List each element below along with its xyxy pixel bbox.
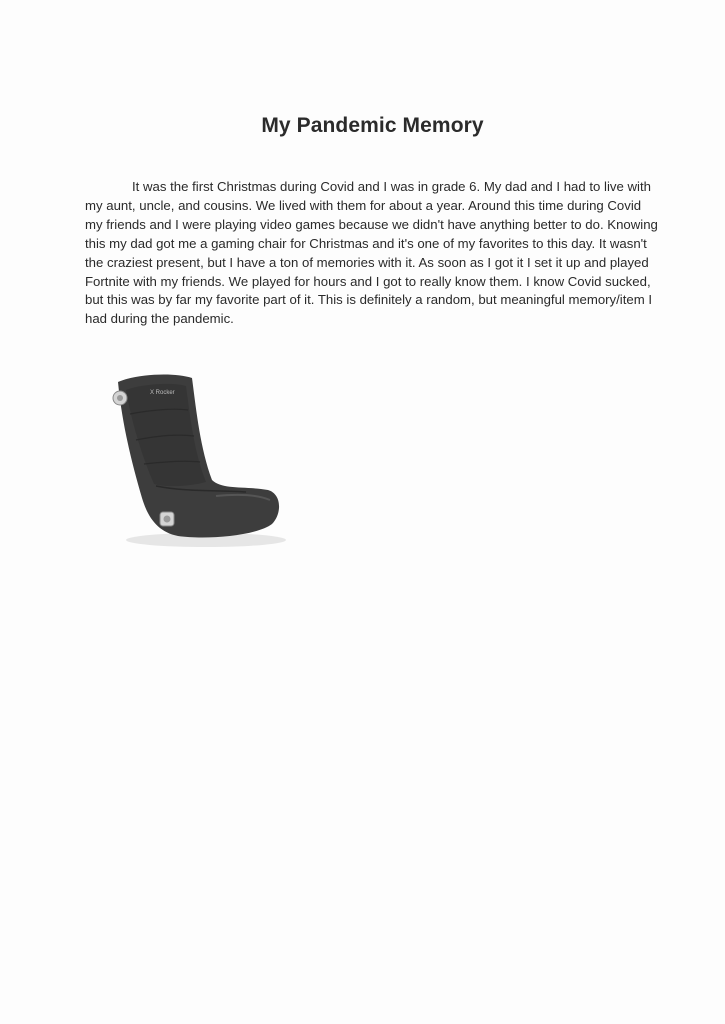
memory-paragraph: It was the first Christmas during Covid and I was in grade 6. My dad and I had to live with my aunt, uncle, and cousins. We lived with them for about a year. Around this time during Covid my friends and I were playing video games because we didn't have anything better to do. Knowing this my dad got me a gaming chair for Christmas and it's one of my favorites to this day. It wasn't the craziest present, but I have a ton of memories with it. As soon as I got it I set it up and played Fortnite with my friends. We played for hours and I got to really know them. I know Covid sucked, but this was by far my favorite part of it. This is definitely a random, but meaningful memory/item I had during the pandemic.: [85, 179, 658, 327]
chair-brand-logo: X Rocker: [150, 390, 175, 396]
gaming-chair-image: [96, 368, 292, 552]
page-title: My Pandemic Memory: [261, 114, 484, 137]
